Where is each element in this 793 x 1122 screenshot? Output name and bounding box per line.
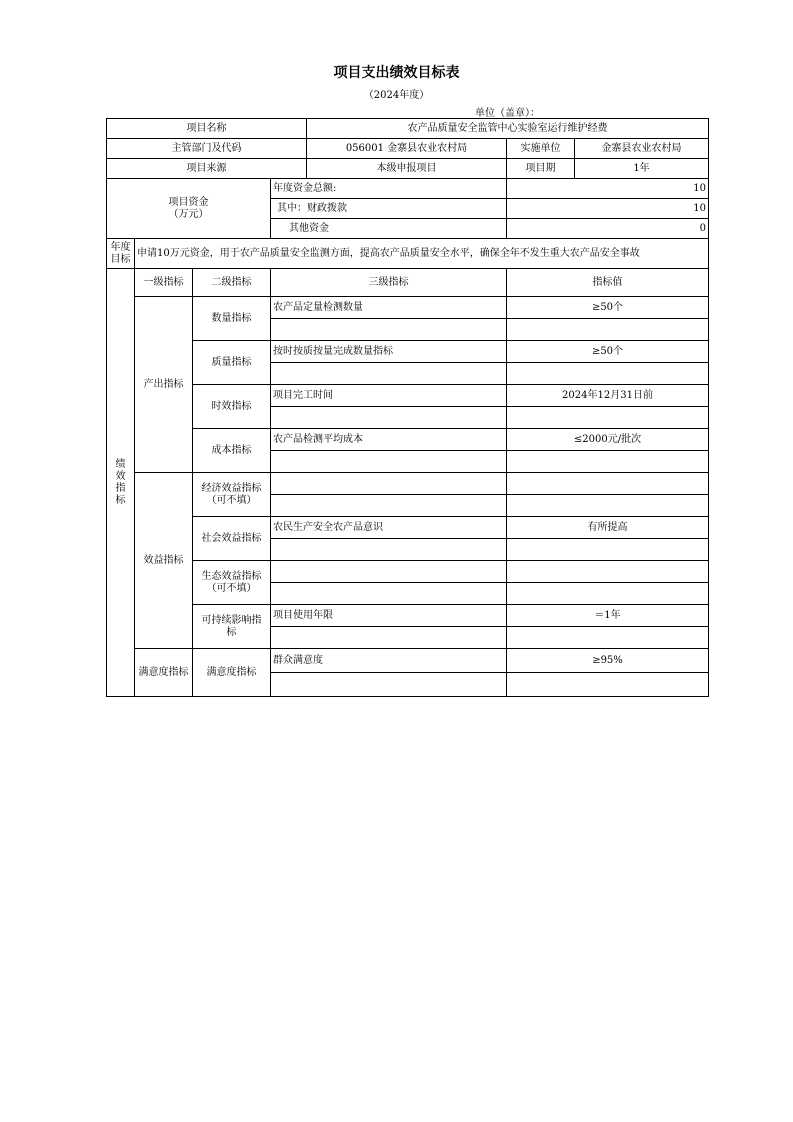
benefit-indicator: 效益指标 — [135, 473, 193, 649]
empty-cell — [507, 583, 709, 605]
quality-indicator: 质量指标 — [193, 341, 271, 385]
value-annual-total: 10 — [507, 179, 709, 199]
satisfaction-value: ≥95% — [507, 649, 709, 673]
label-annual-goal — [107, 239, 135, 269]
empty-cell — [271, 495, 507, 517]
output-indicator: 产出指标 — [135, 297, 193, 473]
header-value: 指标值 — [507, 269, 709, 297]
value-annual-goal: 申请10万元资金，用于农产品质量安全监测方面，提高农产品质量安全水平，确保全年不发生重大农产品安全事故 — [135, 239, 709, 269]
empty-cell — [507, 473, 709, 495]
empty-cell — [507, 495, 709, 517]
label-project-period: 项目期 — [507, 159, 575, 179]
empty-cell — [271, 583, 507, 605]
satisfaction-level2: 满意度指标 — [193, 649, 271, 697]
quantity-value: ≥50个 — [507, 297, 709, 319]
quality-value: ≥50个 — [507, 341, 709, 363]
empty-cell — [507, 539, 709, 561]
sustain-value: ＝1年 — [507, 605, 709, 627]
empty-cell — [271, 363, 507, 385]
empty-cell — [507, 561, 709, 583]
economic-indicator-1: 经济效益指标 — [201, 482, 262, 494]
value-project-name: 农产品质量安全监管中心实验室运行维护经费 — [307, 119, 709, 139]
empty-cell — [271, 627, 507, 649]
empty-cell — [271, 673, 507, 697]
empty-cell — [507, 363, 709, 385]
header-level3: 三级指标 — [271, 269, 507, 297]
cost-name: 农产品检测平均成本 — [271, 429, 507, 451]
empty-cell — [271, 319, 507, 341]
quantity-indicator: 数量指标 — [193, 297, 271, 341]
value-dept-code: 056001 金寨县农业农村局 — [307, 139, 507, 159]
label-performance — [107, 269, 135, 697]
label-performance-2: 效 — [115, 470, 126, 482]
label-annual-goal-2: 目标 — [110, 253, 131, 265]
header-level2: 二级指标 — [193, 269, 271, 297]
year-subtitle: （2024年度） — [363, 90, 430, 101]
sustainability-indicator-1: 可持续影响指 — [201, 614, 262, 626]
page-title: 项目支出绩效目标表 — [333, 65, 460, 81]
social-name: 农民生产安全农产品意识 — [271, 517, 507, 539]
empty-cell — [271, 451, 507, 473]
empty-cell — [507, 319, 709, 341]
quantity-name: 农产品定量检测数量 — [271, 297, 507, 319]
label-fiscal: 其中：财政拨款 — [271, 199, 507, 219]
value-other-funds: 0 — [507, 219, 709, 239]
economic-indicator — [193, 473, 271, 517]
ecological-indicator — [193, 561, 271, 605]
social-indicator: 社会效益指标 — [193, 517, 271, 561]
sustainability-indicator — [193, 605, 271, 649]
sustain-name: 项目使用年限 — [271, 605, 507, 627]
time-name: 项目完工时间 — [271, 385, 507, 407]
cost-indicator: 成本指标 — [193, 429, 271, 473]
social-value: 有所提高 — [507, 517, 709, 539]
value-project-period: 1年 — [575, 159, 709, 179]
label-funds-main: 项目资金 — [168, 196, 209, 208]
label-annual-total: 年度资金总额: — [271, 179, 507, 199]
label-performance-4: 标 — [115, 494, 126, 506]
value-impl-unit: 金寨县农业农村局 — [575, 139, 709, 159]
empty-cell — [507, 627, 709, 649]
empty-cell — [507, 407, 709, 429]
quality-name: 按时按质按量完成数量指标 — [271, 341, 507, 363]
empty-cell — [271, 473, 507, 495]
label-performance-1: 绩 — [115, 458, 126, 470]
label-other-funds: 其他资金 — [271, 219, 507, 239]
value-project-source: 本级申报项目 — [307, 159, 507, 179]
empty-cell — [271, 539, 507, 561]
ecological-indicator-1: 生态效益指标 — [201, 570, 262, 582]
time-value: 2024年12月31日前 — [507, 385, 709, 407]
economic-indicator-2: （可不填） — [206, 494, 257, 506]
empty-cell — [271, 407, 507, 429]
header-level1: 一级指标 — [135, 269, 193, 297]
label-funds — [107, 179, 271, 239]
unit-stamp-label: 单位（盖章）： — [475, 108, 540, 119]
label-impl-unit: 实施单位 — [507, 139, 575, 159]
label-project-name: 项目名称 — [107, 119, 307, 139]
value-fiscal: 10 — [507, 199, 709, 219]
label-funds-unit: （万元） — [168, 208, 209, 220]
label-performance-3: 指 — [115, 482, 126, 494]
cost-value: ≤2000元/批次 — [507, 429, 709, 451]
label-annual-goal-1: 年度 — [110, 241, 131, 253]
empty-cell — [271, 561, 507, 583]
label-project-source: 项目来源 — [107, 159, 307, 179]
sustainability-indicator-2: 标 — [226, 626, 237, 638]
satisfaction-name: 群众满意度 — [271, 649, 507, 673]
label-dept-code: 主管部门及代码 — [107, 139, 307, 159]
satisfaction-level1: 满意度指标 — [135, 649, 193, 697]
ecological-indicator-2: （可不填） — [206, 582, 257, 594]
empty-cell — [507, 451, 709, 473]
empty-cell — [507, 673, 709, 697]
timeliness-indicator: 时效指标 — [193, 385, 271, 429]
performance-target-table — [106, 118, 709, 697]
